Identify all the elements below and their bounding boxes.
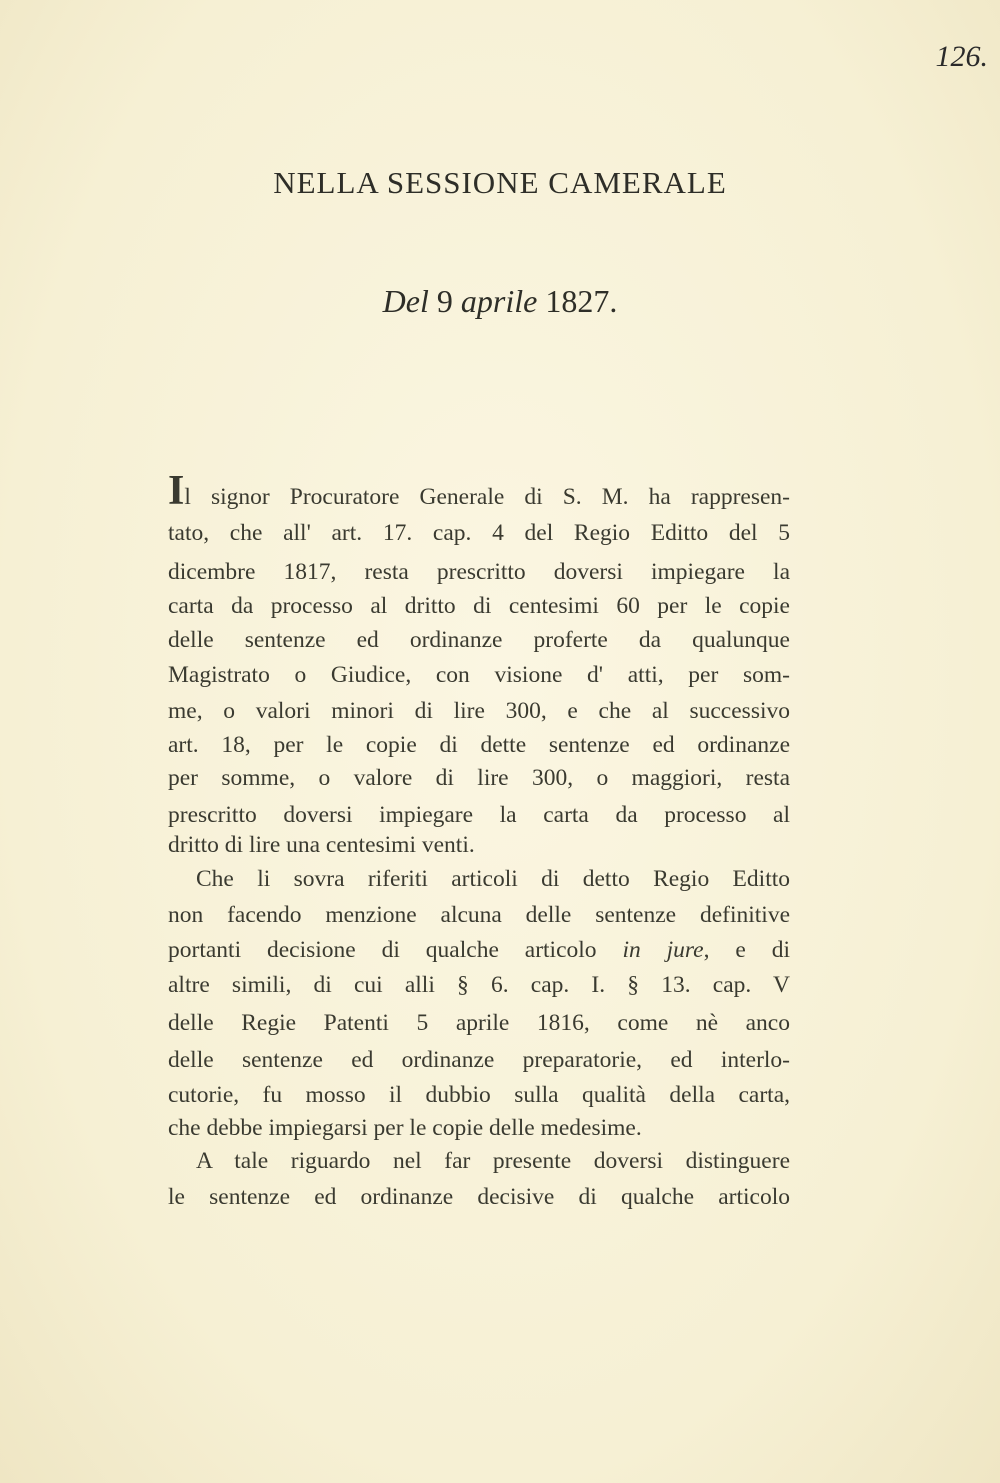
text-line: delle sentenze ed ordinanze proferte da qualunque <box>168 627 790 653</box>
text-line: A tale riguardo nel far presente doversi distinguere <box>196 1148 790 1174</box>
line-text: portanti decisione di qualche articolo <box>168 937 597 963</box>
text-line: carta da processo al dritto di centesimi 60 per le copie <box>168 593 790 619</box>
date-month: aprile <box>460 283 538 319</box>
date-day: 9 <box>436 283 453 319</box>
text-line: cutorie, fu mosso il dubbio sulla qualità della carta, <box>168 1082 790 1108</box>
text-line: tato, che all' art. 17. cap. 4 del Regio Editto del 5 <box>168 520 790 546</box>
document-title: NELLA SESSIONE CAMERALE <box>273 165 727 200</box>
text-line: dritto di lire una centesimi venti. <box>168 832 475 858</box>
text-line: Magistrato o Giudice, con visione d' atti, per som- <box>168 662 790 688</box>
page-number: 126. <box>935 40 988 73</box>
document-date <box>0 283 1000 320</box>
line-text: l signor Procuratore Generale di S. M. ha rappresen- <box>184 484 790 510</box>
text-line: prescritto doversi impiegare la carta da processo al <box>168 802 790 828</box>
text-line: altre simili, di cui alli § 6. cap. I. § 13. cap. V <box>168 972 790 998</box>
text-line: non facendo menzione alcuna delle sentenze definitive <box>168 902 790 928</box>
text-line <box>168 468 790 514</box>
text-line: me, o valori minori di lire 300, e che al successivo <box>168 698 790 724</box>
date-prefix: Del <box>382 283 429 319</box>
text-line: che debbe impiegarsi per le copie delle medesime. <box>168 1115 642 1141</box>
text-line: Che li sovra riferiti articoli di detto Regio Editto <box>196 866 790 892</box>
date-year: 1827. <box>545 283 618 319</box>
text-line: le sentenze ed ordinanze decisive di qualche articolo <box>168 1184 790 1210</box>
text-line: per somme, o valore di lire 300, o maggiori, resta <box>168 765 790 791</box>
text-line: delle Regie Patenti 5 aprile 1816, come nè anco <box>168 1010 790 1036</box>
text-line: delle sentenze ed ordinanze preparatorie, ed interlo- <box>168 1047 790 1073</box>
text-line: dicembre 1817, resta prescritto doversi impiegare la <box>168 559 790 585</box>
line-text: , e di <box>703 937 791 963</box>
text-line <box>168 935 790 965</box>
drop-cap: I <box>168 468 185 514</box>
italic-term: in jure <box>622 937 704 963</box>
text-line: art. 18, per le copie di dette sentenze ed ordinanze <box>168 732 790 758</box>
